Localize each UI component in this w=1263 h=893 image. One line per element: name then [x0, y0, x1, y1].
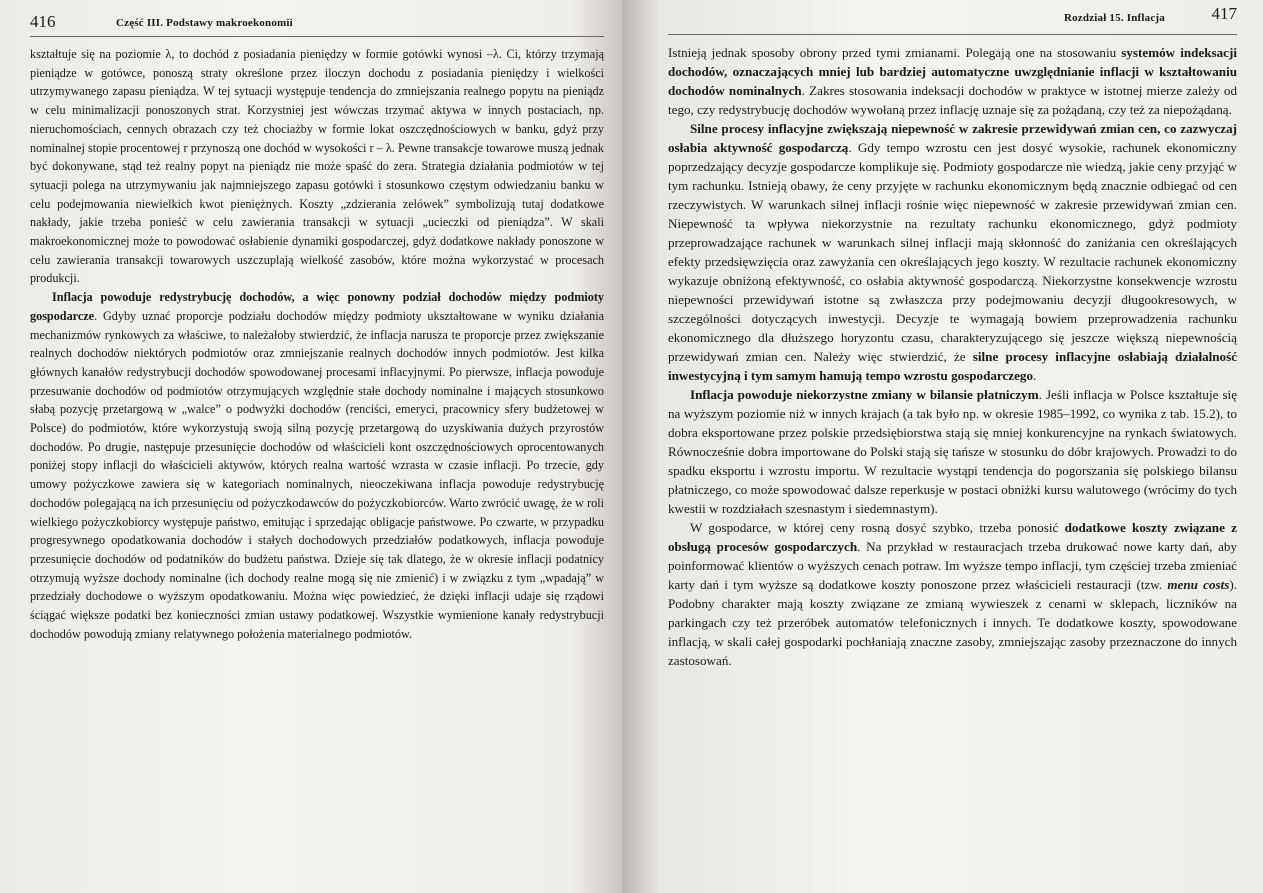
italic-phrase: menu costs: [1167, 577, 1230, 592]
right-page-header: [668, 4, 1237, 35]
text-run: W gospodarce, w której ceny rosną dosyć szybko, trzeba ponosić: [690, 520, 1065, 535]
text-run: . Gdyby uznać proporcje podziału dochodów między podmioty ukształtowane w wyniku działania mechanizmów rynkowych za właściwe, to należałoby stwierdzić, że inflacja narusza te proporcje przez zwiększanie realnych dochodów niektórych podmiotów oraz zmniejszanie realnych dochodów innych podmiotów. Jest kilka głównych kanałów redystrybucji dochodów spowodowanej procesami inflacyjnymi. Po pierwsze, inflacja powoduje przesuwanie dochodów od podmiotów otrzymujących względnie stałe dochody nominalne i mających stosunkowo słabą pozycję przetargową w „walce” o podwyżki dochodów (renciści, emeryci, pracownicy sfery budżetowej w Polsce) do podmiotów, które wykorzystują swoją silną pozycję przetargową do uzyskiwania dużych przyrostów dochodów. Po drugie, następuje przesunięcie dochodów od właścicieli kont oszczędnościowych oprocentowanych poniżej stopy inflacji do właścicieli aktywów, których realna wartość wzrasta w czasie inflacji. Po trzecie, gdy umowy pożyczkowe zawiera się w kategoriach nominalnych, nieoczekiwana inflacja powoduje redystrybucję dochodów polegającą na ich przesunięciu od pożyczkodawców do pożyczkobiorców. Warto zwrócić uwagę, że w roli wielkiego pożyczkobiorcy występuje państwo, emitując i sprzedając obligacje państwowe. Po czwarte, w przypadku progresywnego opodatkowania dochodów i stałych dochodowych przedziałów podatkowych, inflacja powoduje przesunięcie dochodów od podatników do budżetu państwa. Dzieje się tak dlatego, że w okresie inflacji podatnicy otrzymują wyższe dochody nominalne (ich dochody realne mogą się nie zmienić) i w związku z tym „wpadają” w przedziały dochodowe o wyższym opodatkowaniu. Można więc powiedzieć, że dzięki inflacji udaje się rządowi ściągać większe podatki bez konieczności zmian ustawy podatkowej. Wszystkie wymienione kanały redystrybucji dochodów powodują zmiany relatywnego położenia materialnego podmiotów.: [30, 308, 604, 641]
text-run: . Na przykład w restauracjach trzeba drukować nowe karty dań, aby poinformować klientów o wyższych cenach potraw. Im wyższe tempo inflacji, tym częściej trzeba zmieniać karty dań i tym wyższe są dodatkowe koszty ponoszone przez właścicieli restauracji (tzw.: [668, 539, 1237, 592]
paragraph: [668, 385, 1237, 518]
bold-phrase: Silne procesy inflacyjne zwiększają niepewność w zakresie przewidywań zmian cen, co zazwyczaj osłabia aktywność gospodarczą: [668, 121, 1237, 155]
paragraph: [668, 119, 1237, 385]
right-page: [622, 0, 1263, 893]
bold-phrase: silne procesy inflacyjne osłabiają działalność inwestycyjną i tym samym hamują tempo wzrostu gospodarczego: [668, 349, 1238, 383]
left-page: [0, 0, 622, 893]
page-number: 416: [30, 12, 56, 31]
text-run: .: [1033, 368, 1037, 383]
text-run: . Jeśli inflacja w Polsce kształtuje się na wyższym poziomie niż w innych krajach (a tak było np. w okresie 1985–1992, co wynika z tab. 15.2), to dobra eksportowane przez polskie przedsiębiorstwa stają się mniej konkurencyjne na rynkach światowych. Równocześnie dobra importowane do Polski stają się tańsze w stosunku do dóbr krajowych. Prowadzi to do spadku eksportu i wzrostu importu. W rezultacie wystąpi tendencja do pogorszania się polskiego bilansu płatniczego, co może spowodować dalsze reperkusje w postaci obniżki kursu walutowego (wrócimy do tych kwestii w rozdziałach szesnastym i siedemnastym).: [668, 387, 1238, 516]
text-run: . Gdy tempo wzrostu cen jest dosyć wysokie, rachunek ekonomiczny poprzedzający decyzje gospodarcze komplikuje się. Podmioty gospodarcze nie wiedzą, jakie ceny przyjąć w tym rachunku. Istnieją obawy, że ceny przyjęte w rachunku ekonomicznym będą znacznie odbiegać od cen rzeczywistych. W warunkach silnej inflacji rośnie więc niepewność w zakresie przewidywań zmian cen. Niepewność ta wpływa niekorzystnie na rezultaty rachunku ekonomicznego, gdyż podmioty przeprowadzające rachunek w warunkach silnej inflacji mają skłonność do zaniżania cen określających efekty przedsięwzięcia oraz zawyżania cen określających jego koszty. W rezultacie rachunek ekonomiczny wykazuje obniżoną efektywność, co osłabia aktywność gospodarczą. Niekorzystne konsekwencje wzrostu niepewności przewidywań istotne są zwłaszcza przy podejmowaniu decyzji długookresowych, w szczególności dotyczących inwestycji. Decyzje te wymagają bowiem przeprowadzenia rachunku ekonomicznego dla dłuższego horyzontu czasu, charakteryzującego się jeszcze większą niepewnością przewidywań zmian cen. Należy więc stwierdzić, że: [668, 140, 1237, 364]
paragraph: [668, 43, 1237, 119]
running-head: Część III. Podstawy makroekonomii: [116, 17, 293, 29]
paragraph: [30, 45, 604, 288]
text-run: . Zakres stosowania indeksacji dochodów w praktyce w istotnej mierze zależy od tego, czy redystrybucję dochodów wywołaną przez inflację uznaje się za pożądaną, czy też za niepożądaną.: [668, 83, 1238, 117]
right-page-body: [668, 43, 1237, 670]
text-run: kształtuje się na poziomie λ, to dochód z posiadania pieniędzy w formie gotówki wynosi –λ. Ci, którzy trzymają pieniądze w gotówce, ponoszą straty określone przez iloczyn dochodu z posiadania pieniędzy i wielkości utrzymywanego zapasu pieniądza. W tej sytuacji występuje tendencja do zmniejszania realnego popytu na pieniądz w celu minimalizacji ponoszonych strat. Korzystniej jest wówczas trzymać aktywa w innych postaciach, np. nieruchomościach, cennych obrazach czy też chociażby w formie lokat oszczędnościowych w banku, gdyż przy nominalnej stopie procentowej r przynoszą one dochód w wysokości r – λ. Pewne transakcje towarowe muszą jednak być dokonywane, stąd też realny popyt na pieniądz nie może spaść do zera. Strategia działania podmiotów w tej sytuacji polega na utrzymywaniu jak najmniejszego zapasu gotówki i stosunkowo częstym odwiedzaniu banku w celu podejmowania niewielkich kwot pieniężnych. Koszty „zdzierania zelówek” symbolizują tutaj dodatkowe nakłady, jakie trzeba ponieść w celu zawierania transakcji w sytuacji „ucieczki od pieniądza”. W skali makroekonomicznej może to powodować osłabienie dynamiki gospodarczej, gdyż dodatkowe nakłady ponoszone w celu zawierania transakcji towarowych uszczuplają wielkość zasobów, które można wykorzystać w procesach produkcji.: [30, 47, 604, 286]
bold-phrase: dodatkowe koszty związane z obsługą procesów gospodarczych: [668, 520, 1237, 554]
running-head: Rozdział 15. Inflacja: [1063, 12, 1165, 24]
left-page-body: [30, 45, 604, 644]
page-number: 417: [1211, 4, 1237, 23]
paragraph: [30, 288, 604, 643]
text-run: ). Podobny charakter mają koszty związane ze zmianą wywieszek z cenami w sklepach, liczników na parkingach czy też przeróbek automatów telefonicznych i innych. Te dodatkowe koszty, spowodowane inflacją, w skali całej gospodarki pochłaniają znaczne zasoby, zmniejszając zasoby przeznaczone do innych zastosowań.: [668, 577, 1237, 668]
paragraph: [668, 518, 1237, 670]
bold-phrase: Inflacja powoduje redystrybucję dochodów, a więc ponowny podział dochodów między podmioty gospodarcze: [30, 290, 604, 323]
bold-phrase: Inflacja powoduje niekorzystne zmiany w bilansie płatniczym: [690, 387, 1039, 402]
bold-phrase: systemów indeksacji dochodów, oznaczających mniej lub bardziej automatyczne uwzględnianie inflacji w kształtowaniu dochodów nominalnych: [668, 45, 1237, 98]
left-page-header: [30, 6, 604, 37]
text-run: Istnieją jednak sposoby obrony przed tymi zmianami. Polegają one na stosowaniu: [668, 45, 1122, 60]
